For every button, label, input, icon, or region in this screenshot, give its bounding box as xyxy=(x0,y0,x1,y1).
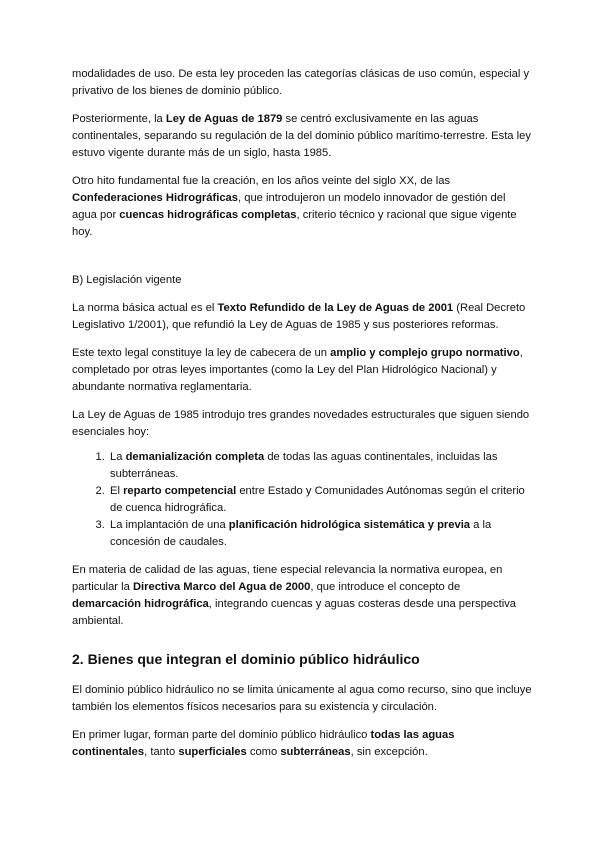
text-run: como xyxy=(246,746,281,758)
list-item xyxy=(108,517,532,551)
text-run: , que introduce el concepto de xyxy=(310,581,461,593)
paragraph-directiva xyxy=(72,562,532,630)
text-run: , sin excepción. xyxy=(350,746,428,758)
text-run: , que introdujeron un modelo innovador de gestión del agua por xyxy=(72,192,506,221)
text-run: (Real Decreto Legislativo 1/2001), que refundió la Ley de Aguas de 1985 y sus posteriores reformas. xyxy=(72,302,526,331)
text-run: de todas las aguas continentales, incluidas las subterráneas. xyxy=(110,451,498,480)
bold-superficiales: superficiales xyxy=(178,746,247,758)
novedades-list xyxy=(72,449,532,551)
paragraph-dominio-publico xyxy=(72,682,532,716)
text-run: , completado por otras leyes importantes (como la Ley del Plan Hidrológico Nacional) y abundante normativa reglamentaria. xyxy=(72,347,523,393)
paragraph-text: La Ley de Aguas de 1985 introdujo tres grandes novedades estructurales que siguen siendo esenciales hoy: xyxy=(72,409,530,438)
paragraph-confederaciones xyxy=(72,173,532,241)
paragraph-texto-refundido xyxy=(72,300,532,334)
bold-subterraneas: subterráneas xyxy=(280,746,351,758)
spacer xyxy=(72,252,532,272)
text-run: La xyxy=(110,451,126,463)
paragraph-text: modalidades de uso. De esta ley proceden las categorías clásicas de uso común, especial y privativo de los bienes de dominio público. xyxy=(72,68,530,97)
bold-ley-1879: Ley de Aguas de 1879 xyxy=(165,113,283,125)
document-body xyxy=(72,66,532,772)
section-title: B) Legislación vigente xyxy=(72,274,182,286)
paragraph-uso-categorias xyxy=(72,66,532,100)
text-run: , tanto xyxy=(144,746,179,758)
bold-demarcacion: demarcación hidrográfica xyxy=(72,598,209,610)
bold-cuencas: cuencas hidrográficas completas xyxy=(119,209,297,221)
section-heading-2: 2. Bienes que integran el dominio público hidráulico xyxy=(72,651,420,667)
paragraph-aguas-continentales xyxy=(72,727,532,761)
text-run: En primer lugar, forman parte del dominio público hidráulico xyxy=(72,729,371,741)
text-run: La implantación de una xyxy=(110,519,229,531)
paragraph-ley-1879 xyxy=(72,111,532,162)
bold-confederaciones: Confederaciones Hidrográficas xyxy=(72,192,238,204)
text-run: Posteriormente, la xyxy=(72,113,166,125)
paragraph-text: El dominio público hidráulico no se limita únicamente al agua como recurso, sino que incluye también los elementos físicos necesarios para su existencia y circulación. xyxy=(72,684,532,713)
text-run: En materia de calidad de las aguas, tiene especial relevancia la normativa europea, en particular la xyxy=(72,564,503,593)
text-run: se centró exclusivamente en las aguas continentales, separando su regulación de la del dominio público marítimo-terrestre. Esta ley estuvo vigente durante más de un siglo, hasta 1985. xyxy=(72,113,531,159)
text-run: El xyxy=(110,485,124,497)
bold-directiva: Directiva Marco del Agua de 2000 xyxy=(132,581,311,593)
text-run: , criterio técnico y racional que sigue vigente hoy. xyxy=(72,209,517,238)
bold-grupo-normativo: amplio y complejo grupo normativo xyxy=(330,347,520,359)
text-run: , integrando cuencas y aguas costeras desde una perspectiva ambiental. xyxy=(72,598,517,627)
paragraph-grupo-normativo xyxy=(72,345,532,396)
text-run: La norma básica actual es el xyxy=(72,302,218,314)
bold-reparto: reparto competencial xyxy=(123,485,237,497)
list-item xyxy=(108,449,532,483)
bold-texto-refundido: Texto Refundido de la Ley de Aguas de 2001 xyxy=(217,302,454,314)
text-run: Otro hito fundamental fue la creación, en los años veinte del siglo XX, de las xyxy=(72,175,451,187)
section-heading-b xyxy=(72,272,532,289)
bold-planificacion: planificación hidrológica sistemática y previa xyxy=(228,519,471,531)
bold-aguas-continentales: todas las aguas continentales xyxy=(72,729,455,758)
text-run: a la concesión de caudales. xyxy=(110,519,492,548)
text-run: entre Estado y Comunidades Autónomas según el criterio de cuenca hidrográfica. xyxy=(110,485,525,514)
list-item xyxy=(108,483,532,517)
paragraph-novedades xyxy=(72,407,532,441)
bold-demanializacion: demanialización completa xyxy=(125,451,265,463)
text-run: Este texto legal constituye la ley de cabecera de un xyxy=(72,347,331,359)
